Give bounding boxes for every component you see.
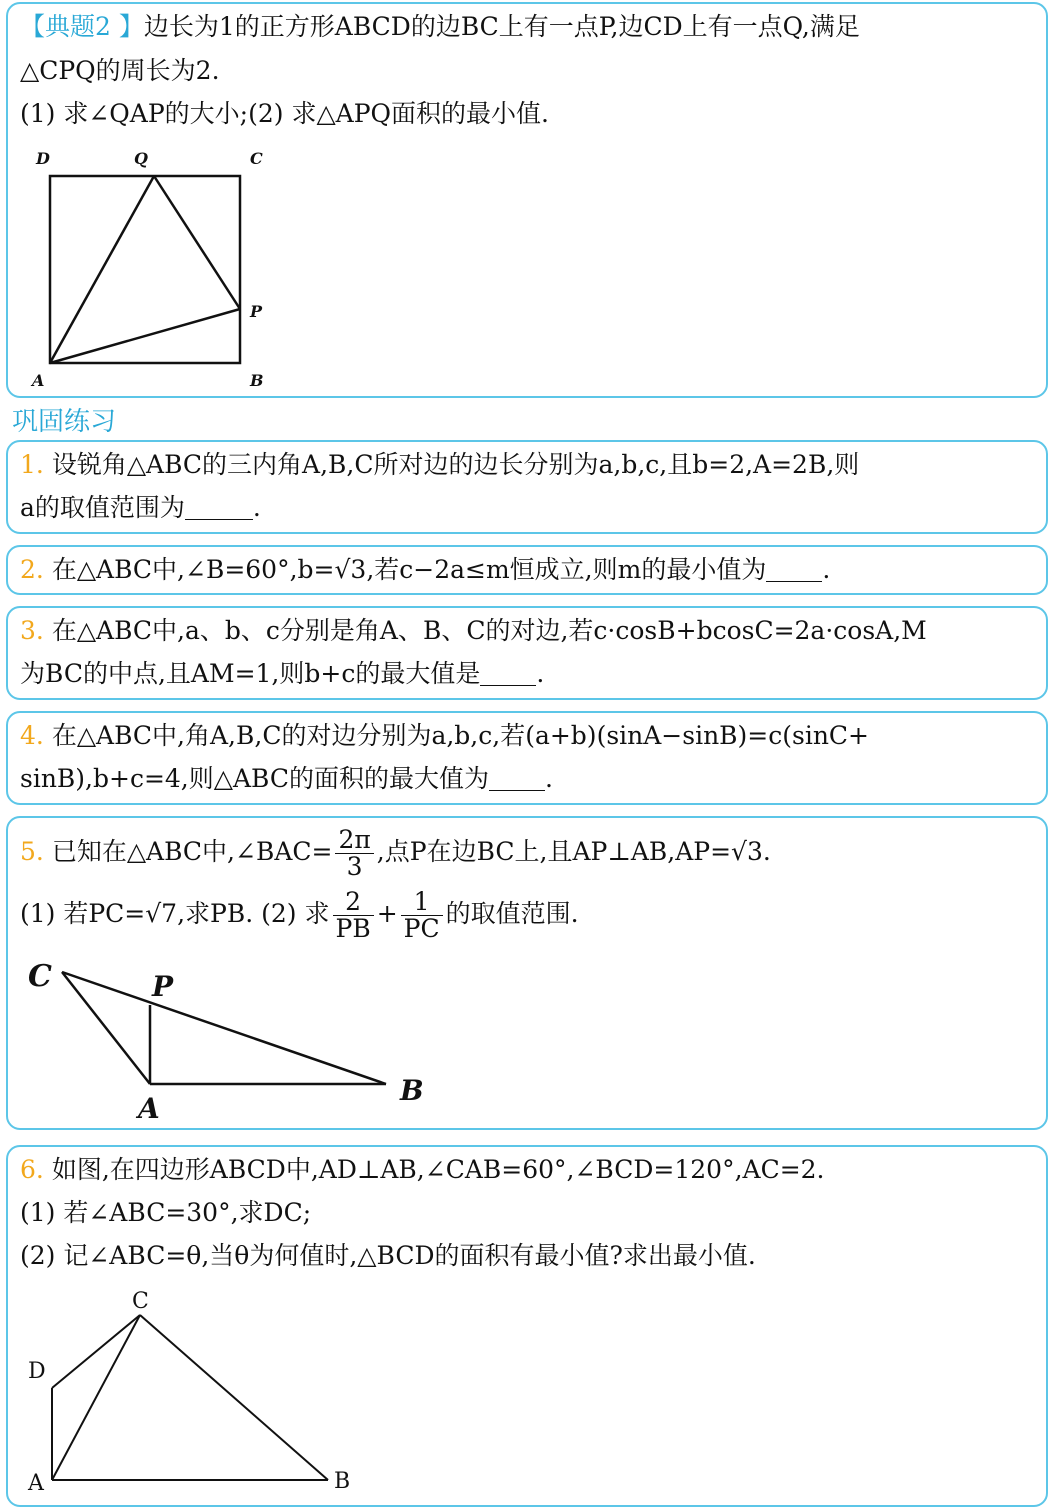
- label-b: B: [250, 371, 264, 390]
- label-c: C: [250, 149, 263, 168]
- example-tag: 【典题2 】: [20, 12, 144, 41]
- label-a: A: [32, 371, 45, 390]
- problem-1-card: [6, 440, 1048, 534]
- triangle-figure-5: [20, 956, 440, 1125]
- problem-2-card: [6, 545, 1048, 595]
- example-line-1: 【典题2 】边长为1的正方形ABCD的边BC上有一点P,边CD上有一点Q,满足: [20, 12, 860, 41]
- quadrilateral-figure-6: [22, 1290, 362, 1495]
- segment-ac: [52, 1315, 140, 1480]
- problem-3-number: 3.: [20, 616, 44, 645]
- answer-blank[interactable]: [185, 495, 253, 520]
- segment-ca: [62, 972, 150, 1084]
- problem-5-line-1: 5. 已知在△ABC中,∠BAC= $\frac{2\pi}{3}$ ,点P在边BC上,且AP⊥AB,AP=√3.: [20, 825, 771, 881]
- problem-6-line-2: (1) 若∠ABC=30°,求DC;: [20, 1198, 312, 1227]
- square-figure: [28, 144, 268, 394]
- example-line-2: △CPQ的周长为2.: [20, 56, 220, 85]
- fraction-2pi-over-3: $\frac{2\pi}{3}$: [335, 827, 373, 880]
- section-title: 巩固练习: [12, 407, 117, 437]
- problem-6-card: [6, 1145, 1048, 1507]
- answer-blank[interactable]: [480, 661, 536, 686]
- problem-3-card: [6, 606, 1048, 700]
- label-d: D: [36, 149, 50, 168]
- label-a: A: [28, 1471, 44, 1496]
- label-a: A: [138, 1092, 160, 1125]
- problem-2-line-1: 2. 在△ABC中,∠B=60°,b=√3,若c−2a≤m恒成立,则m的最小值为 .: [20, 555, 831, 584]
- problem-1-line-1: 1. 设锐角△ABC的三内角A,B,C所对边的边长分别为a,b,c,且b=2,A=2B,则: [20, 450, 860, 479]
- problem-3-line-2: 为BC的中点,且AM=1,则b+c的最大值是 .: [20, 659, 545, 688]
- segment-ap: [50, 309, 240, 363]
- segment-qp: [154, 176, 240, 309]
- answer-blank[interactable]: [766, 557, 822, 582]
- problem-4-number: 4.: [20, 721, 44, 750]
- problem-6-line-1: 6. 如图,在四边形ABCD中,AD⊥AB,∠CAB=60°,∠BCD=120°,AC=2.: [20, 1155, 825, 1184]
- problem-6-line-3: (2) 记∠ABC=θ,当θ为何值时,△BCD的面积有最小值?求出最小值.: [20, 1241, 756, 1270]
- segment-dc: [52, 1315, 140, 1388]
- label-d: D: [28, 1359, 46, 1384]
- problem-4-line-1: 4. 在△ABC中,角A,B,C的对边分别为a,b,c,若(a+b)(sinA−sinB)=c(sinC+: [20, 721, 870, 750]
- label-c: C: [28, 959, 52, 994]
- problem-3-line-1: 3. 在△ABC中,a、b、c分别是角A、B、C的对边,若c·cosB+bcosC=2a·cosA,M: [20, 616, 927, 645]
- example-line-3: (1) 求∠QAP的大小;(2) 求△APQ面积的最小值.: [20, 99, 550, 128]
- label-q: Q: [134, 149, 148, 168]
- fraction-1-over-pc: $\frac{1}{PC}$: [401, 889, 443, 942]
- label-p: P: [152, 970, 174, 1003]
- problem-1-number: 1.: [20, 450, 44, 479]
- problem-4-card: [6, 711, 1048, 805]
- label-p: P: [250, 302, 263, 321]
- label-b: B: [334, 1469, 351, 1494]
- segment-cb: [62, 972, 386, 1084]
- fraction-2-over-pb: $\frac{2}{PB}$: [333, 889, 374, 942]
- label-c: C: [132, 1289, 149, 1314]
- segment-aq: [50, 176, 154, 363]
- problem-1-line-2: a的取值范围为 .: [20, 493, 261, 522]
- problem-5-line-2: (1) 若PC=√7,求PB. (2) 求 $\frac{2}{PB}$ + $\frac{1}{PC}$ 的取值范围.: [20, 887, 579, 943]
- problem-6-number: 6.: [20, 1155, 44, 1184]
- example-card: [6, 2, 1048, 398]
- problem-5-card: [6, 816, 1048, 1130]
- answer-blank[interactable]: [489, 766, 545, 791]
- problem-2-number: 2.: [20, 555, 44, 584]
- problem-5-number: 5.: [20, 837, 44, 866]
- segment-cb: [140, 1315, 328, 1480]
- problem-4-line-2: sinB),b+c=4,则△ABC的面积的最大值为 .: [20, 764, 553, 793]
- label-b: B: [400, 1074, 424, 1107]
